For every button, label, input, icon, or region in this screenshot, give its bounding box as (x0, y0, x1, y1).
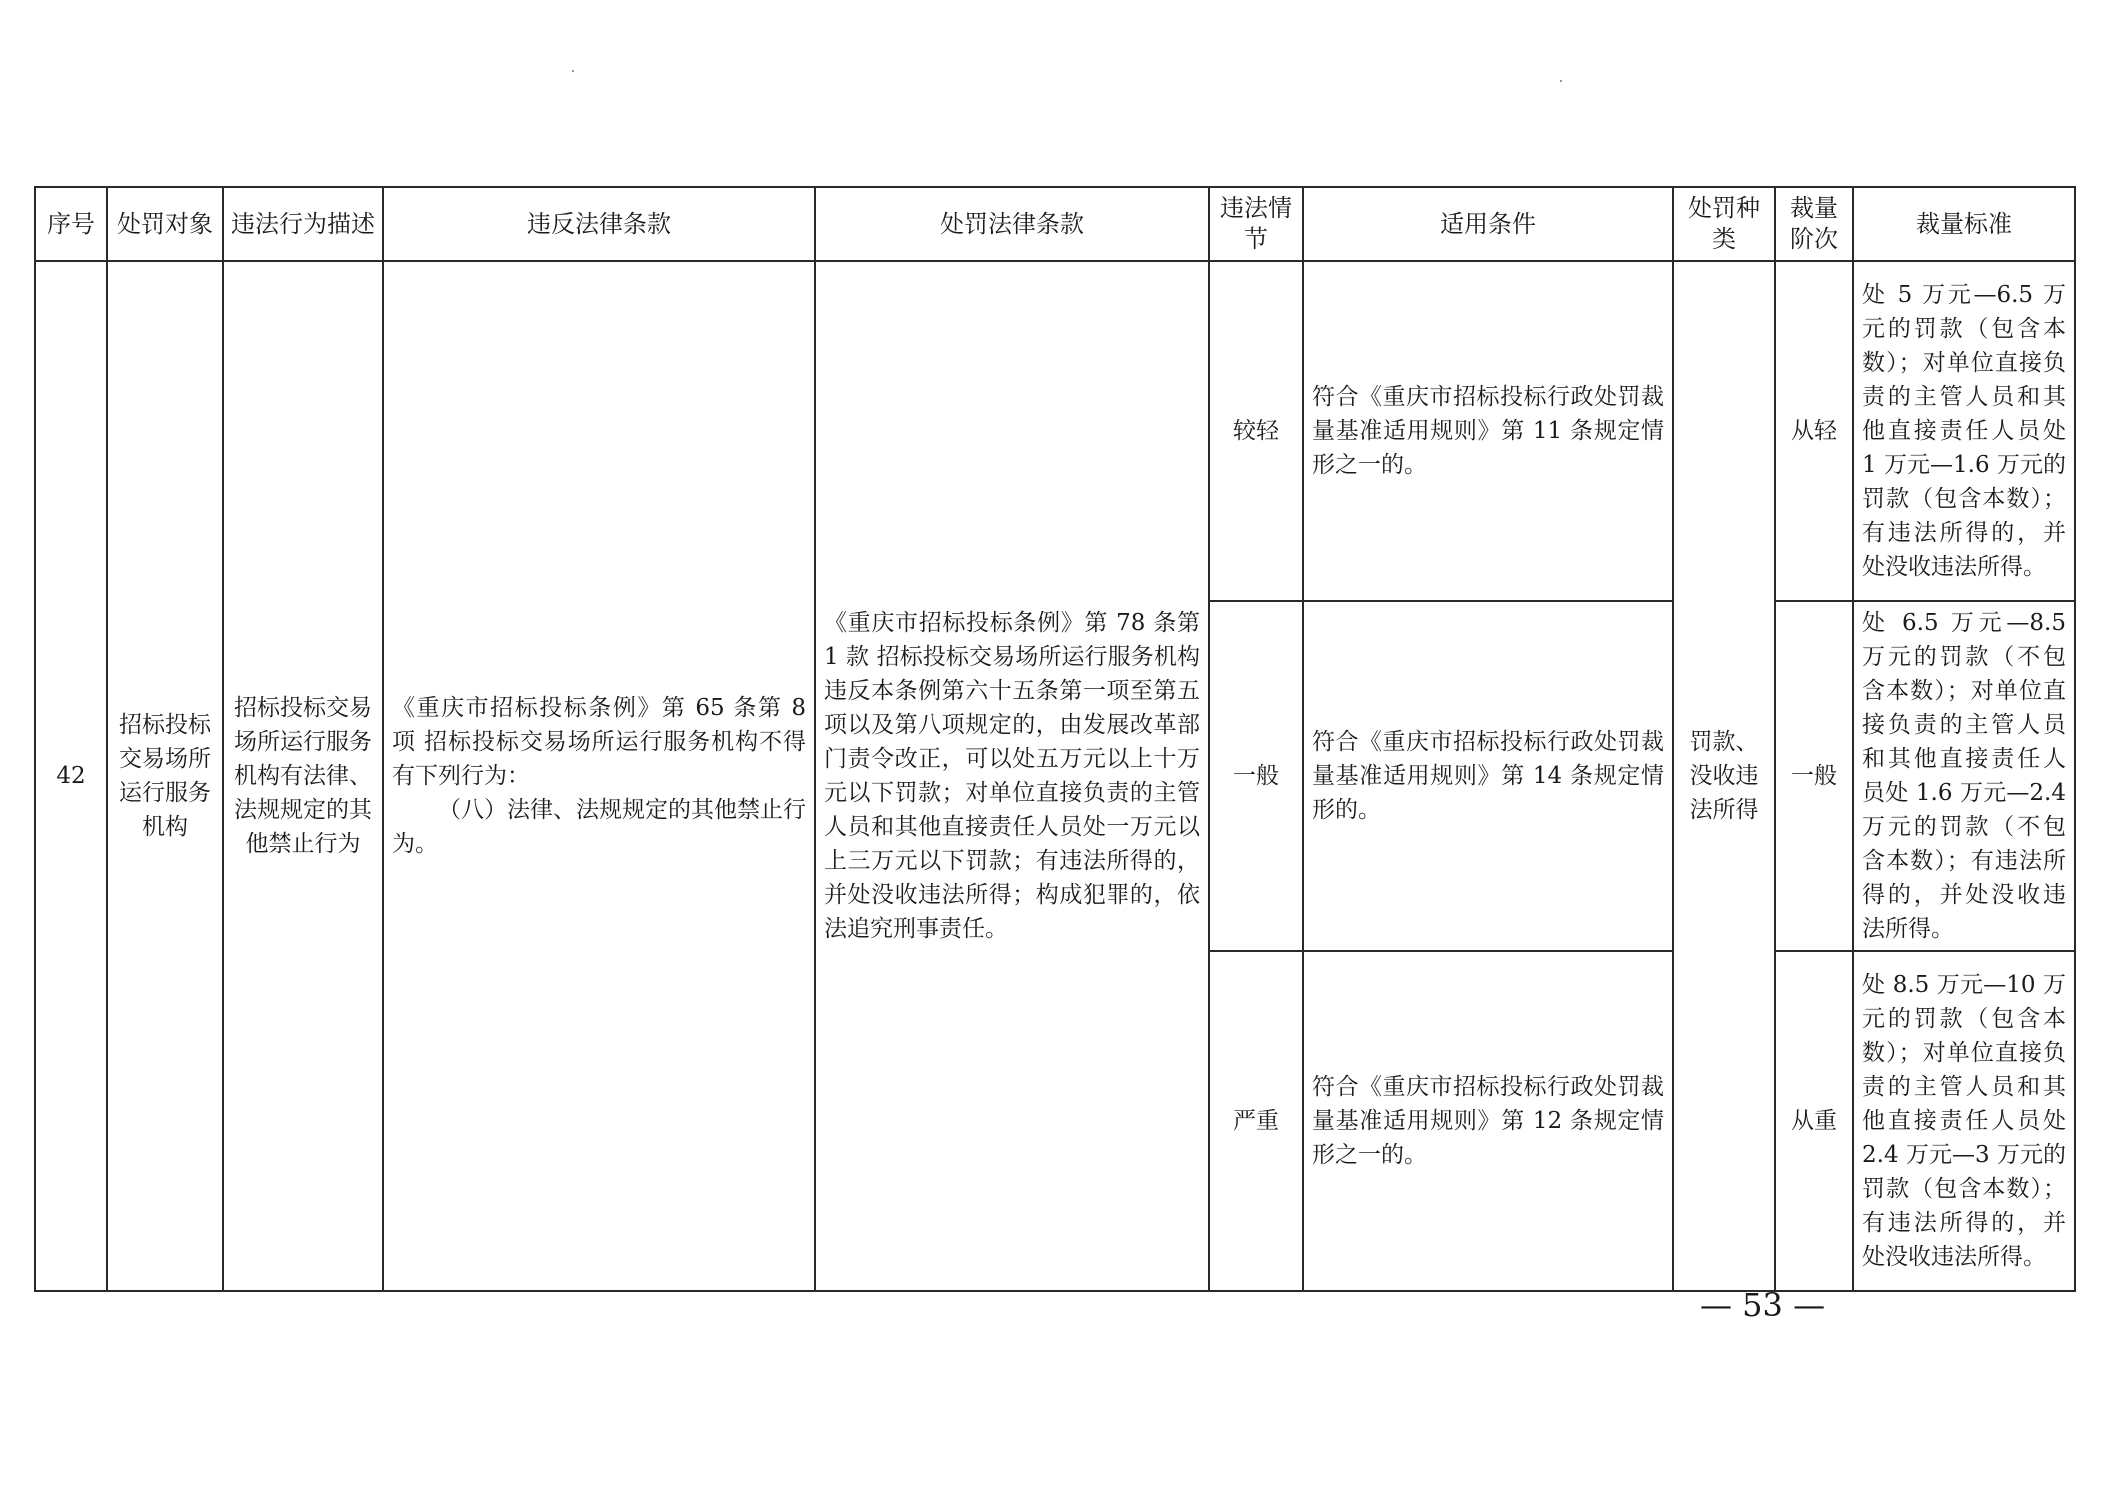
cell-circumstance: 严重 (1209, 951, 1303, 1291)
header-behavior: 违法行为描述 (223, 187, 383, 261)
header-standard: 裁量标准 (1853, 187, 2075, 261)
cell-condition: 符合《重庆市招标投标行政处罚裁量基准适用规则》第 11 条规定情形之一的。 (1303, 261, 1673, 601)
cell-standard: 处 5 万元—6.5 万元的罚款（包含本数）；对单位直接负责的主管人员和其他直接责任人员处 1 万元—1.6 万元的罚款（包含本数）；有违法所得的，并处没收违法所得。 (1853, 261, 2075, 601)
cell-violated-clause (383, 261, 815, 1291)
cell-condition: 符合《重庆市招标投标行政处罚裁量基准适用规则》第 12 条规定情形之一的。 (1303, 951, 1673, 1291)
penalty-standards-table-container (34, 186, 2074, 1292)
cell-behavior: 招标投标交易场所运行服务机构有法律、法规规定的其他禁止行为 (223, 261, 383, 1291)
table-header-row (35, 187, 2075, 261)
cell-condition: 符合《重庆市招标投标行政处罚裁量基准适用规则》第 14 条规定情形的。 (1303, 601, 1673, 951)
header-object: 处罚对象 (107, 187, 223, 261)
cell-standard: 处 8.5 万元—10 万元的罚款（包含本数）；对单位直接负责的主管人员和其他直接责任人员处 2.4 万元—3 万元的罚款（包含本数）；有违法所得的，并处没收违法所得。 (1853, 951, 2075, 1291)
cell-circumstance: 一般 (1209, 601, 1303, 951)
header-penalty-type: 处罚种类 (1673, 187, 1775, 261)
violated-clause-text: 《重庆市招标投标条例》第 65 条第 8 项 招标投标交易场所运行服务机构不得有下列行为： (392, 695, 806, 789)
header-circumstance: 违法情节 (1209, 187, 1303, 261)
header-condition: 适用条件 (1303, 187, 1673, 261)
penalty-standards-table (34, 186, 2076, 1292)
cell-level: 从重 (1775, 951, 1853, 1291)
header-seq: 序号 (35, 187, 107, 261)
page-number: — 53 — (1700, 1286, 1826, 1324)
violated-clause-item: （八）法律、法规规定的其他禁止行为。 (392, 797, 806, 857)
header-level: 裁量阶次 (1775, 187, 1853, 261)
table-row (35, 261, 2075, 601)
cell-seq: 42 (35, 261, 107, 1291)
cell-level: 一般 (1775, 601, 1853, 951)
cell-penalty-type: 罚款、没收违法所得 (1673, 261, 1775, 1291)
cell-penalty-clause: 《重庆市招标投标条例》第 78 条第 1 款 招标投标交易场所运行服务机构违反本条例第六十五条第一项至第五项以及第八项规定的，由发展改革部门责令改正，可以处五万元以上十万元以下罚款；对单位直接负责的主管人员和其他直接责任人员处一万元以上三万元以下罚款；有违法所得的，并处没收违法所得；构成犯罪的，依法追究刑事责任。 (815, 261, 1209, 1291)
cell-object: 招标投标交易场所运行服务机构 (107, 261, 223, 1291)
header-violated-clause: 违反法律条款 (383, 187, 815, 261)
cell-level: 从轻 (1775, 261, 1853, 601)
cell-standard: 处 6.5 万元—8.5 万元的罚款（不包含本数）；对单位直接负责的主管人员和其他直接责任人员处 1.6 万元—2.4 万元的罚款（不包含本数）；有违法所得的，并处没收违法所得。 (1853, 601, 2075, 951)
cell-circumstance: 较轻 (1209, 261, 1303, 601)
header-penalty-clause: 处罚法律条款 (815, 187, 1209, 261)
